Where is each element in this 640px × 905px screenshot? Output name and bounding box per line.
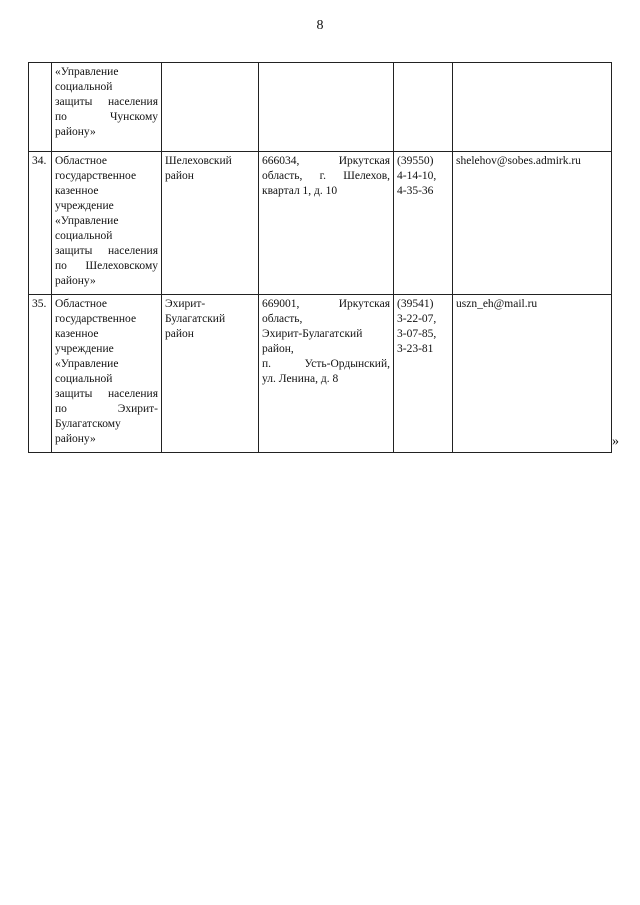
phone-line: 4-35-36 (397, 185, 434, 197)
email-text: uszn_eh@mail.ru (456, 298, 538, 310)
row-number-cell: 35. (29, 295, 52, 453)
name-line: «Управление (55, 215, 119, 227)
district-line: Булагатский (165, 313, 226, 325)
address-line: ул. Ленина, д. 8 (262, 373, 339, 385)
name-line: Булагатскому (55, 418, 121, 430)
name-line: защиты населения (55, 245, 158, 257)
name-line: району» (55, 126, 96, 138)
name-line: учреждение (55, 343, 114, 355)
name-line: по Шелеховскому (55, 260, 158, 272)
district-line: Эхирит- (165, 298, 206, 310)
name-line: казенное (55, 185, 99, 197)
name-line: Областное (55, 155, 107, 167)
address-line: Эхирит-Булагатский (262, 328, 363, 340)
phone-line: (39550) (397, 155, 434, 167)
email-text: shelehov@sobes.admirk.ru (456, 155, 581, 167)
name-line: району» (55, 275, 96, 287)
row-number-cell (29, 63, 52, 152)
address-cell (259, 63, 394, 152)
phone-cell (394, 63, 453, 152)
name-line: Областное (55, 298, 107, 310)
district-cell (162, 63, 259, 152)
institution-name-cell (52, 63, 162, 152)
district-cell (162, 295, 259, 453)
district-line: район (165, 328, 194, 340)
address-line: район, (262, 343, 294, 355)
address-cell (259, 152, 394, 295)
address-line: 669001, Иркутская (262, 298, 390, 310)
name-line: защиты населения (55, 96, 158, 108)
institution-name-cell (52, 295, 162, 453)
name-line: социальной (55, 81, 113, 93)
closing-quote-mark: » (612, 434, 619, 449)
phone-line: 3-22-07, (397, 313, 437, 325)
name-line: «Управление (55, 66, 119, 78)
email-cell (453, 295, 612, 453)
district-cell (162, 152, 259, 295)
address-cell (259, 295, 394, 453)
phone-line: 4-14-10, (397, 170, 437, 182)
name-line: социальной (55, 230, 113, 242)
name-line: по Чунскому (55, 111, 158, 123)
row-number-cell: 34. (29, 152, 52, 295)
phone-line: (39541) (397, 298, 434, 310)
name-line: району» (55, 433, 96, 445)
district-line: район (165, 170, 194, 182)
institutions-table (28, 62, 612, 453)
phone-cell (394, 295, 453, 453)
table-row (29, 295, 612, 453)
address-line: область, г. Шелехов, (262, 170, 390, 182)
address-line: квартал 1, д. 10 (262, 185, 338, 197)
name-line: государственное (55, 170, 137, 182)
phone-line: 3-07-85, (397, 328, 437, 340)
address-line: 666034, Иркутская (262, 155, 390, 167)
name-line: учреждение (55, 200, 114, 212)
email-cell (453, 63, 612, 152)
phone-cell (394, 152, 453, 295)
name-line: защиты населения (55, 388, 158, 400)
table-row (29, 63, 612, 152)
name-line: государственное (55, 313, 137, 325)
email-cell (453, 152, 612, 295)
name-line: «Управление (55, 358, 119, 370)
name-line: социальной (55, 373, 113, 385)
institution-name-cell (52, 152, 162, 295)
name-line: казенное (55, 328, 99, 340)
address-line: п. Усть-Ордынский, (262, 358, 390, 370)
table-row (29, 152, 612, 295)
district-line: Шелеховский (165, 155, 232, 167)
name-line: по Эхирит- (55, 403, 158, 415)
phone-line: 3-23-81 (397, 343, 434, 355)
address-line: область, (262, 313, 303, 325)
page-number: 8 (316, 18, 324, 33)
